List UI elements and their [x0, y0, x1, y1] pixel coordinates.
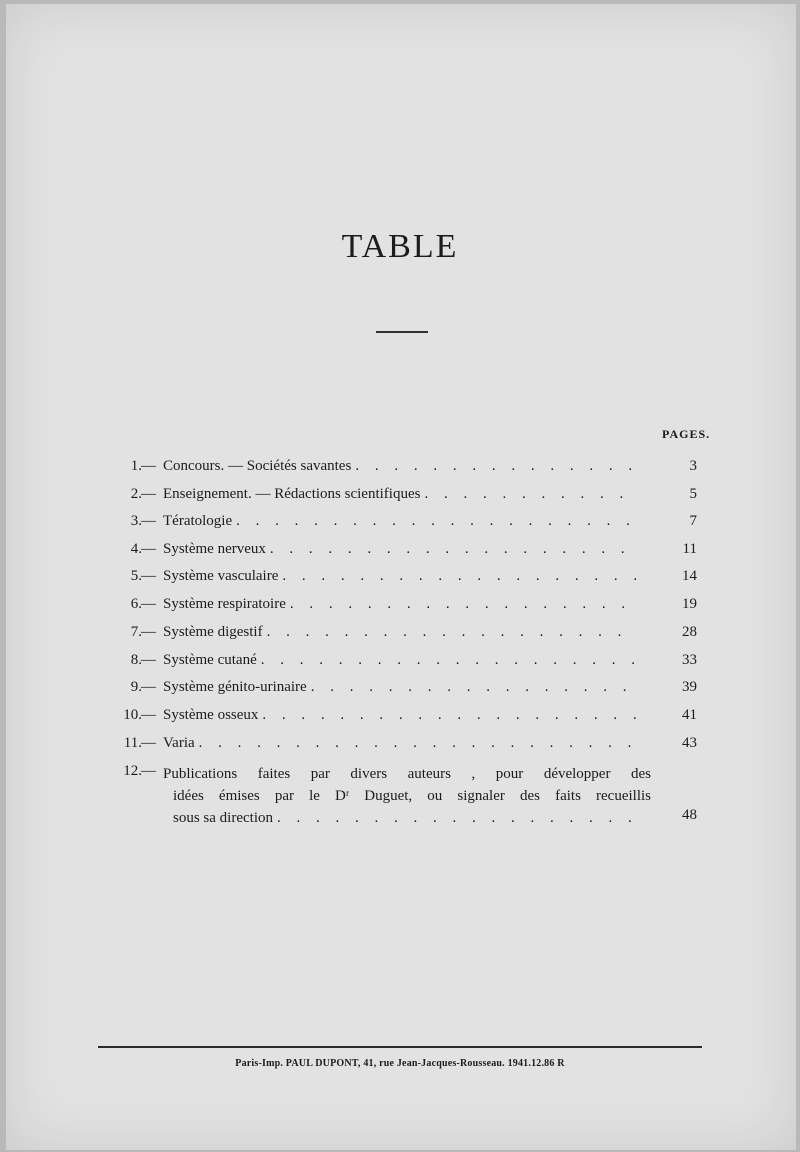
entry-dash: — [141, 679, 156, 695]
entry-number: 11. [123, 735, 142, 751]
toc-entry [0, 652, 800, 678]
entry-page: 7 [689, 513, 697, 529]
entry-page: 11 [682, 541, 697, 557]
entry-number: 9. [130, 679, 142, 695]
entry-dash: — [141, 458, 156, 474]
printer-imprint: Paris-Imp. PAUL DUPONT, 41, rue Jean-Jacques-Rousseau. 1941.12.86 R [235, 1058, 565, 1069]
entry-number: 2. [130, 486, 142, 502]
toc-entry-multiline [0, 763, 800, 833]
dot-leader [424, 486, 638, 503]
entry-page: 43 [682, 735, 697, 751]
toc-entry [0, 458, 800, 484]
entry-label: Système respiratoire [163, 596, 286, 612]
toc-entry [0, 679, 800, 705]
entry-label: Système génito-urinaire [163, 679, 307, 695]
title-rule [376, 331, 428, 333]
dot-leader [236, 513, 638, 530]
entry-label: Système cutané [163, 652, 257, 668]
entry-dash: — [141, 624, 156, 640]
toc-entry [0, 707, 800, 733]
toc-entry [0, 486, 800, 512]
entry-label-line: Publications faites par divers auteurs , pour développer des [163, 766, 651, 782]
entry-number: 8. [130, 652, 142, 668]
dot-leader [267, 624, 638, 641]
entry-dash: — [141, 652, 156, 668]
toc-entry [0, 735, 800, 761]
entry-number: 4. [130, 541, 142, 557]
dot-leader [282, 568, 638, 585]
entry-number: 12. [123, 763, 142, 779]
entry-page: 5 [689, 486, 697, 502]
entry-dash: — [141, 541, 156, 557]
entry-label-line: idées émises par le Dʳ Duguet, ou signaler des faits recueillis [173, 788, 651, 804]
toc-entry [0, 624, 800, 650]
dot-leader [262, 707, 638, 724]
dot-leader [355, 458, 638, 475]
entry-dash: — [141, 486, 156, 502]
entry-page: 41 [682, 707, 697, 723]
entry-label-line: sous sa direction [173, 810, 273, 826]
dot-leader [270, 541, 638, 558]
toc-entry [0, 513, 800, 539]
entry-page: 28 [682, 624, 697, 640]
entry-number: 6. [130, 596, 142, 612]
entry-page: 39 [682, 679, 697, 695]
entry-number: 7. [130, 624, 142, 640]
entry-label: Système osseux [163, 707, 259, 723]
entry-label: Système nerveux [163, 541, 266, 557]
dot-leader [277, 807, 638, 829]
entry-number: 1. [130, 458, 142, 474]
entry-number: 5. [130, 568, 142, 584]
entry-page: 33 [682, 652, 697, 668]
entry-dash: — [141, 735, 156, 751]
footer-rule [98, 1046, 702, 1048]
toc-entry [0, 541, 800, 567]
entry-number: 3. [130, 513, 142, 529]
entry-label: Tératologie [163, 513, 233, 529]
entry-label-block [163, 763, 651, 829]
entry-number: 10. [123, 707, 142, 723]
entry-page: 14 [682, 568, 697, 584]
pages-column-header: PAGES. [662, 427, 711, 441]
entry-dash: — [141, 763, 156, 779]
entry-label: Enseignement. — Rédactions scientifiques [163, 486, 421, 502]
entry-label: Système digestif [163, 624, 263, 640]
dot-leader [261, 652, 638, 669]
dot-leader [311, 679, 638, 696]
page-title: TABLE [341, 228, 459, 265]
entry-dash: — [141, 707, 156, 723]
entry-page: 3 [689, 458, 697, 474]
entry-page: 19 [682, 596, 697, 612]
entry-dash: — [141, 596, 156, 612]
toc-entry [0, 568, 800, 594]
entry-label: Concours. — Sociétés savantes [163, 458, 352, 474]
toc-entry [0, 596, 800, 622]
entry-label: Varia [163, 735, 195, 751]
entry-dash: — [141, 568, 156, 584]
dot-leader [199, 735, 638, 752]
entry-label: Système vasculaire [163, 568, 279, 584]
entry-dash: — [141, 513, 156, 529]
dot-leader [290, 596, 638, 613]
entry-page: 48 [682, 807, 697, 823]
